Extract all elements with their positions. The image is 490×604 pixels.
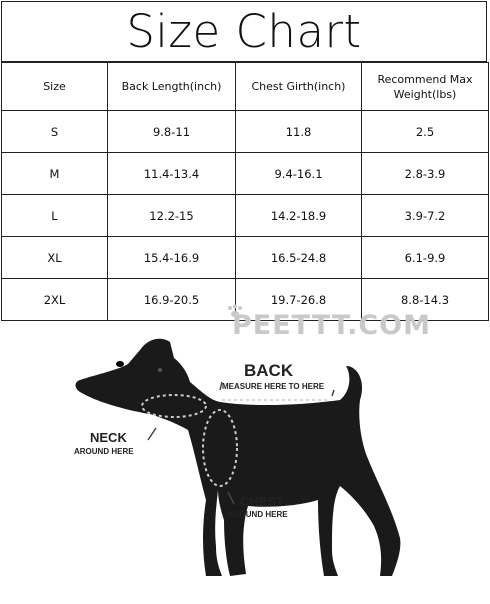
table-header-row bbox=[2, 63, 489, 111]
cell-max-weight: 3.9-7.2 bbox=[362, 195, 489, 237]
page-title: Size Chart bbox=[126, 5, 362, 58]
back-sub-label: MEASURE HERE TO HERE bbox=[222, 382, 325, 391]
cell-size: L bbox=[2, 195, 108, 237]
table-row bbox=[2, 237, 489, 279]
dog-silhouette bbox=[76, 339, 401, 576]
cell-chest-girth: 16.5-24.8 bbox=[236, 237, 362, 279]
header-back-length: Back Length(inch) bbox=[108, 63, 236, 111]
neck-label: NECK bbox=[90, 430, 127, 445]
cell-back-length: 11.4-13.4 bbox=[108, 153, 236, 195]
chest-sub-label: AROUND HERE bbox=[228, 510, 288, 519]
table-row bbox=[2, 195, 489, 237]
cell-back-length: 15.4-16.9 bbox=[108, 237, 236, 279]
watermark: PEETTT.COM bbox=[232, 310, 431, 341]
cell-max-weight: 8.8-14.3 bbox=[362, 279, 489, 321]
size-table bbox=[1, 62, 489, 321]
cell-size: M bbox=[2, 153, 108, 195]
cell-back-length: 9.8-11 bbox=[108, 111, 236, 153]
table-row bbox=[2, 111, 489, 153]
cell-max-weight: 2.8-3.9 bbox=[362, 153, 489, 195]
chest-label: CHEST bbox=[240, 494, 285, 509]
neck-sub-label: AROUND HERE bbox=[74, 447, 134, 456]
cell-size: S bbox=[2, 111, 108, 153]
header-chest-girth: Chest Girth(inch) bbox=[236, 63, 362, 111]
cell-chest-girth: 19.7-26.8 bbox=[236, 279, 362, 321]
cell-chest-girth: 9.4-16.1 bbox=[236, 153, 362, 195]
cell-back-length: 12.2-15 bbox=[108, 195, 236, 237]
cell-chest-girth: 14.2-18.9 bbox=[236, 195, 362, 237]
cell-size: XL bbox=[2, 237, 108, 279]
header-max-weight: Recommend Max Weight(lbs) bbox=[362, 63, 489, 111]
header-size: Size bbox=[2, 63, 108, 111]
cell-chest-girth: 11.8 bbox=[236, 111, 362, 153]
cell-back-length: 16.9-20.5 bbox=[108, 279, 236, 321]
table-row bbox=[2, 153, 489, 195]
cell-max-weight: 2.5 bbox=[362, 111, 489, 153]
cell-size: 2XL bbox=[2, 279, 108, 321]
back-label: BACK bbox=[244, 361, 294, 380]
size-chart-title-box bbox=[1, 1, 487, 62]
cell-max-weight: 6.1-9.9 bbox=[362, 237, 489, 279]
